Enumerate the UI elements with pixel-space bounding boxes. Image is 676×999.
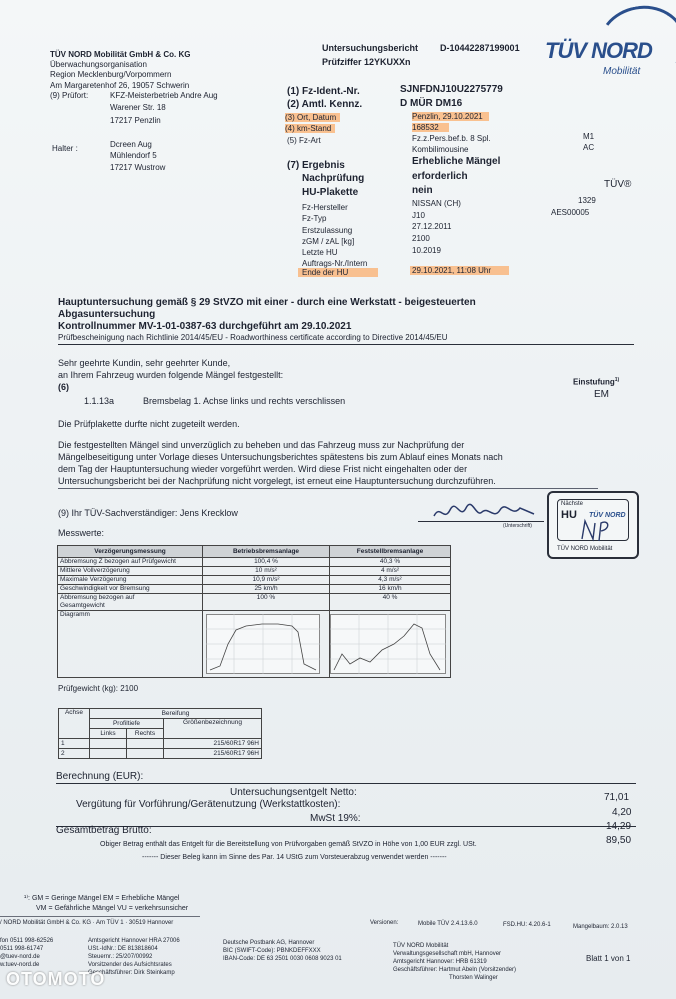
cell: 1 [59, 739, 90, 749]
footer-mobile: Mobile TÜV 2.4.13.6.0 [418, 921, 478, 927]
diagram-label: Diagramm [58, 611, 203, 678]
gesamt-value: 89,50 [606, 835, 632, 846]
signature-caption: (Unterschrift) [503, 523, 532, 529]
brake-diagram-service [206, 614, 320, 674]
gesamt-label: Gesamtbetrag Brutto: [56, 825, 152, 836]
billing-divider [56, 783, 636, 784]
pruefort-label: (9) Prüfort: [50, 91, 89, 100]
cell: 16 km/h [330, 585, 451, 594]
divider [58, 344, 634, 345]
footer-col-1: fon 0511 998-62526 0511 998-61747 @tuev-nord.de w.tuev-nord.de [0, 938, 54, 968]
km-label: (4) km-Stand [285, 124, 335, 133]
nachpruefung-value: erforderlich [412, 171, 468, 182]
para-line-4: Untersuchungsbericht bei der Nachprüfung nicht vorgelegt, ist erneut eine Hauptuntersuchung durchzuführen. [58, 476, 496, 486]
table-row [59, 739, 262, 749]
measure-title: Messwerte: [58, 528, 105, 538]
signature-line [418, 521, 544, 522]
measure-header: Feststellbremsanlage [330, 546, 451, 558]
issuer-name: TÜV NORD Mobilität GmbH & Co. KG [50, 50, 191, 59]
pruefort-name: KFZ-Meisterbetrieb Andre Aug [110, 91, 218, 100]
para-line-2: Mängelbeseitigung unter Vorlage dieses Untersuchungsberichtes spätestens bis zum Ablauf eines Monats nach [58, 452, 503, 462]
zgm-label: zGM / zAL [kg] [302, 237, 355, 246]
art-value: Fz.z.Pers.bef.b. 8 Spl. [412, 134, 491, 143]
logo-subtitle: Mobilität [603, 66, 641, 77]
cell: Abbremsung Z bezogen auf Prüfgewicht [58, 558, 203, 567]
auftrag-label: Auftrags-Nr./Intern [302, 259, 368, 268]
tuv-mark: TÜV® [604, 179, 632, 190]
tyres-header-rechts: Rechts [127, 729, 164, 739]
pruefort-city: 17217 Penzlin [110, 116, 161, 125]
heading-line-3: Kontrollnummer MV-1-01-0387-63 durchgeführt am 29.10.2021 [58, 321, 352, 332]
cell: 10,9 m/s² [203, 576, 330, 585]
ident-value: SJNFDNJ10U2275779 [400, 84, 503, 95]
plakette-label: HU-Plakette [302, 187, 359, 198]
defect-grade: EM [594, 389, 609, 400]
nachpruefung-label: Nachprüfung [302, 173, 365, 184]
cell [127, 749, 164, 759]
cell [127, 739, 164, 749]
tuv-nord-logo: TÜV NORD [545, 38, 652, 63]
cell: 4 m/s² [330, 567, 451, 576]
no-plakette-note: Die Prüfplakette durfte nicht zugeteilt werden. [58, 419, 240, 429]
cell: Mittlere Vollverzögerung [58, 567, 203, 576]
tyres-header-links: Links [90, 729, 127, 739]
cell [90, 749, 127, 759]
report-number: D-10442287199001 [440, 43, 520, 53]
vehicle-code-1: M1 [583, 132, 595, 141]
cell [90, 739, 127, 749]
cell: Maximale Verzögerung [58, 576, 203, 585]
letzte-value: 10.2019 [412, 246, 441, 255]
measure-header-row [58, 546, 451, 558]
tyres-table [58, 708, 262, 759]
table-row [58, 585, 451, 594]
pruefort-street: Warener Str. 18 [110, 103, 166, 112]
ende-value: 29.10.2021, 11:08 Uhr [410, 266, 509, 275]
cell: 2 [59, 749, 90, 759]
footer-col-2: Amtsgericht Hannover HRA 27006 USt.-IdNr.: DE 813818604 Steuernr.: 25/207/00992 Vorsitzender des Aufsichtsrates Geschäftsführer: Dirk Steinkamp [88, 938, 180, 976]
cell: 215/60R17 96H [164, 739, 262, 749]
hersteller-code: 1329 [578, 196, 596, 205]
para-line-3: dem Tag der Hauptuntersuchung wieder vorgeführt werden. Wird diese Frist nicht eingehalten oder der [58, 464, 468, 474]
verguetung-label: Vergütung für Vorführung/Gerätenutzung (Werkstattkosten): [76, 799, 341, 810]
cell: 100,4 % [203, 558, 330, 567]
table-row [58, 558, 451, 567]
vehicle-code-2: AC [583, 143, 595, 152]
cell: 40,3 % [330, 558, 451, 567]
kennz-label: (2) Amtl. Kennz. [287, 99, 363, 110]
einstufung-label: Einstufung$^{1)}$ [573, 377, 620, 387]
defect-text: Bremsbelag 1. Achse links und rechts verschlissen [143, 396, 346, 406]
footer-fsd: FSD.HU: 4.20.6-1 [503, 922, 551, 928]
defect-code: 1.1.13a [84, 396, 115, 406]
table-row [58, 576, 451, 585]
heading-line-2: Abgasuntersuchung [58, 309, 156, 320]
kennz-value: D MÜR DM16 [400, 98, 463, 109]
art-value-2: Kombilimousine [412, 145, 469, 154]
tyres-header-achse: Achse [59, 709, 90, 739]
netto-value: 71,01 [604, 792, 630, 803]
ez-value: 27.12.2011 [412, 222, 452, 231]
ident-label: (1) Fz-Ident.-Nr. [287, 86, 360, 97]
netto-label: Untersuchungsentgelt Netto: [230, 787, 357, 798]
cell: 25 km/h [203, 585, 330, 594]
tyres-header-profil: Profiltiefe [90, 719, 164, 729]
cell: Abbremsung bezogen auf Gesamtgewicht [58, 594, 203, 611]
halter-name: Dcreen Aug [110, 140, 152, 149]
report-title: Untersuchungsbericht [322, 43, 419, 53]
table-row [58, 567, 451, 576]
cell: Geschwindigkeit vor Bremsung [58, 585, 203, 594]
footer-col-3: Deutsche Postbank AG, Hannover BIC (SWIFT-Code): PBNKDEFFXXX IBAN-Code: DE 63 2501 0030 0608 9023 01 [223, 940, 342, 962]
billing-title: Berechnung (EUR): [56, 771, 144, 782]
table-row [59, 749, 262, 759]
footer-col-4: TÜV NORD Mobilität Verwaltungsgesellschaft mbH, Hannover Amtsgericht Hannover: HRB 61319 Geschäftsführer: Hartmut Abeln (Vorsitzender) Thorsten Walinger [393, 943, 517, 981]
stamp-handwriting [579, 517, 613, 543]
otomoto-watermark: OTOMOTO [6, 969, 106, 989]
footnote-divider [0, 916, 200, 917]
ergebnis-label: (7) Ergebnis [287, 160, 345, 171]
stamp-top: Nächste [561, 501, 584, 507]
cell: 40 % [330, 594, 451, 611]
typ-value: J10 [412, 211, 425, 220]
expert-label: (9) Ihr TÜV-Sachverständiger: Jens Krecklow [58, 508, 238, 518]
typ-label: Fz-Typ [302, 214, 327, 223]
ergebnis-value: Erhebliche Mängel [412, 156, 501, 167]
footer-blatt: Blatt 1 von 1 [586, 954, 631, 963]
stamp-hu: HU [561, 509, 577, 521]
billing-note-2: ------- Dieser Beleg kann im Sinne des Par. 14 UStG zum Vorsteuerabzug verwendet werden ------- [142, 854, 447, 861]
brake-diagram-parking [330, 614, 446, 674]
billing-note-1: Obiger Betrag enthält das Entgelt für die Bereitstellung von Prüfvorgaben gemäß StVZO in Höhe von 1,00 EUR zzgl. USt. [100, 841, 477, 848]
km-value: 168532 [412, 123, 449, 132]
ez-label: Erstzulassung [302, 226, 353, 235]
plakette-value: nein [412, 185, 433, 196]
tyres-subheader-row [59, 719, 262, 729]
heading-line-1: Hauptuntersuchung gemäß § 29 StVZO mit einer - durch eine Werkstatt - beigesteuerten [58, 297, 476, 308]
fold-line [58, 488, 598, 489]
para-line-1: Die festgestellten Mängel sind unverzüglich zu beheben und das Fahrzeug muss zur Nachprüfung der [58, 440, 465, 450]
footer-company-line: / NORD Mobilität GmbH & Co. KG · Am TÜV 1 · 30519 Hannover [0, 920, 174, 926]
letzte-label: Letzte HU [302, 248, 338, 257]
measure-header: Betriebsbremsanlage [203, 546, 330, 558]
ort-value: Penzlin, 29.10.2021 [412, 112, 489, 121]
footnote-line-1: ¹⁾: GM = Geringe Mängel EM = Erhebliche Mängel [24, 895, 180, 902]
halter-city: 17217 Wustrow [110, 163, 166, 172]
intro: an Ihrem Fahrzeug wurden folgende Mängel festgestellt: [58, 370, 284, 380]
tyres-header-groesse: Größenbezeichnung [164, 719, 262, 739]
greeting: Sehr geehrte Kundin, sehr geehrter Kunde, [58, 358, 231, 368]
cell: 4,3 m/s² [330, 576, 451, 585]
mwst-label: MwSt 19%: [310, 813, 361, 824]
issuer-address: Am Margaretenhof 26, 19057 Schwerin [50, 81, 190, 90]
tyres-header-row [59, 709, 262, 719]
ort-label: (3) Ort, Datum [285, 113, 340, 122]
footer-mangelbaum: Mangelbaum: 2.0.13 [573, 924, 628, 930]
typ-code: AES00005 [551, 208, 590, 217]
cell: 10 m/s² [203, 567, 330, 576]
tyres-header-bereifung: Bereifung [90, 709, 262, 719]
halter-street: Mühlendorf 5 [110, 151, 157, 160]
measure-header: Verzögerungsmessung [58, 546, 203, 558]
art-label: (5) Fz-Art [287, 136, 321, 145]
footer-versionen: Versionen: [370, 920, 399, 926]
issuer-org: Überwachungsorganisation [50, 60, 147, 69]
zgm-value: 2100 [412, 234, 430, 243]
stamp-brand: TÜV NORD [589, 512, 626, 519]
issuer-region: Region Mecklenburg/Vorpommern [50, 70, 172, 79]
hersteller-label: Fz-Hersteller [302, 203, 348, 212]
pruefziffer: Prüfziffer 12YKUXXn [322, 57, 411, 67]
hu-stamp [547, 491, 639, 559]
verguetung-value: 4,20 [612, 807, 632, 818]
pruefgewicht: Prüfgewicht (kg): 2100 [58, 684, 139, 693]
hersteller-value: NISSAN (CH) [412, 199, 461, 208]
stamp-bottom: TÜV NORD Mobilität [557, 546, 613, 552]
footnote-line-2: VM = Gefährliche Mängel VU = verkehrsunsicher [36, 905, 189, 912]
halter-label: Halter : [52, 144, 78, 153]
cell: 100 % [203, 594, 330, 611]
heading-line-4: Prüfbescheinigung nach Richtlinie 2014/45/EU - Roadworthiness certificate according to Directive 2014/45/EU [58, 333, 448, 342]
ende-label: Ende der HU [298, 268, 378, 277]
cell: 215/60R17 96H [164, 749, 262, 759]
table-row [58, 594, 451, 611]
section-6: (6) [58, 382, 69, 392]
